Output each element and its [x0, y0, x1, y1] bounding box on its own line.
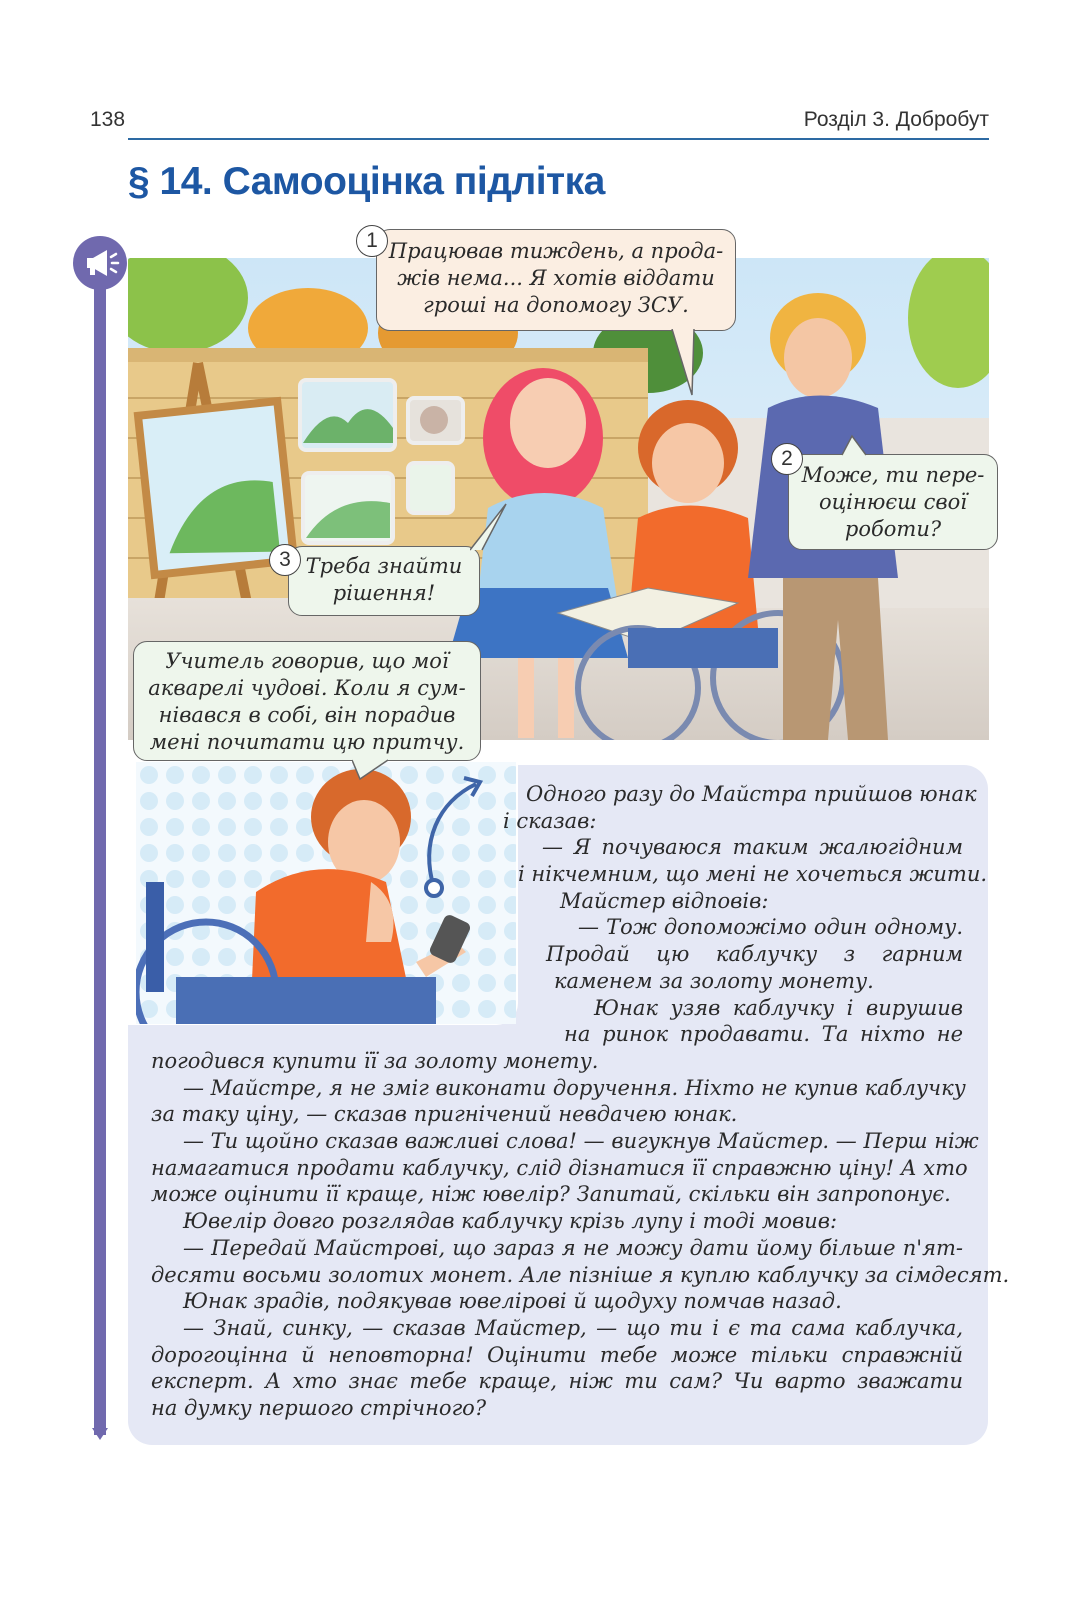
bubble-number-3: 3 — [269, 544, 301, 576]
header-rule — [128, 138, 989, 140]
bubble-line: жів нема... Я хотів віддати — [397, 266, 715, 290]
bubble-tail-3 — [470, 502, 510, 552]
parable-line: і сказав: — [503, 808, 597, 833]
bubble-line: нівався в собі, він порадив — [158, 703, 456, 727]
parable-line: — Тож допоможімо один одному. — [578, 915, 963, 940]
parable-line: — Ти щойно сказав важливі слова! — вигукнув Майстер. — Перш ніж — [183, 1129, 979, 1154]
speech-bubble-2 — [788, 454, 998, 550]
parable-text-top — [500, 781, 988, 1048]
parable-line: Юнак зрадів, подякував ювелірові й щодуху помчав назад. — [183, 1289, 842, 1314]
bubble-line: роботи? — [844, 517, 942, 541]
parable-line: Юнак узяв каблучку і вирушив — [594, 995, 963, 1020]
parable-line: Майстер відповів: — [560, 888, 769, 913]
side-marker-arrow — [92, 1428, 108, 1440]
parable-line: — Передай Майстрові, що зараз я не можу дати йому більше п'ят- — [183, 1235, 963, 1260]
bubble-line: Працював тиждень, а прода- — [388, 239, 724, 263]
parable-line: — Знай, синку, — сказав Майстер, — що ти і є та сама каблучка, — [183, 1315, 963, 1340]
page-title: § 14. Самооцінка підлітка — [128, 160, 605, 203]
megaphone-badge — [73, 236, 127, 290]
parable-line: може оцінити її краще, ніж ювелір? Запитай, скільки він запропонує. — [151, 1182, 951, 1207]
bubble-line: Учитель говорив, що мої — [165, 649, 449, 673]
side-marker-bar — [94, 285, 106, 1435]
bubble-line: Може, ти пере- — [801, 463, 985, 487]
parable-line: каменем за золоту монету. — [554, 968, 874, 993]
parable-line: і нікчемним, що мені не хочеться жити. — [518, 862, 988, 887]
parable-line: дорогоцінна й неповторна! Оцінити тебе може тільки справжній — [151, 1342, 963, 1367]
bubble-line: оцінюєш свої — [818, 490, 967, 514]
speech-bubble-3 — [288, 546, 480, 616]
curved-arrow-icon — [418, 772, 488, 902]
parable-line: погодився купити її за золоту монету. — [151, 1049, 599, 1073]
parable-line: — Я почуваюся таким жалюгідним — [542, 835, 963, 860]
bubble-number-1: 1 — [356, 225, 388, 257]
speech-bubble-1 — [376, 229, 736, 331]
bubble-tail-4 — [352, 759, 392, 781]
parable-line: експерт. А хто знає тебе краще, ніж ти сам? Чи варто зважати — [151, 1369, 963, 1394]
megaphone-icon — [73, 236, 127, 290]
bubble-tail-1 — [670, 329, 700, 399]
parable-line: намагатися продати каблучку, слід дізнатися її справжню ціну! А хто — [151, 1155, 968, 1180]
bubble-line: гроші на допомогу ЗСУ. — [423, 293, 689, 317]
parable-text-bottom — [151, 1048, 1010, 1422]
section-name: Розділ 3. Добробут — [803, 108, 989, 131]
parable-line: за таку ціну, — сказав пригнічений невдачею юнак. — [151, 1102, 738, 1127]
parable-line: Одного разу до Майстра прийшов юнак — [526, 782, 977, 806]
parable-line: — Майстре, я не зміг виконати доручення. Ніхто не купив каблучку — [183, 1075, 966, 1100]
parable-line: на думку першого стрічного? — [151, 1395, 487, 1420]
bubble-tail-2 — [840, 434, 870, 456]
bubble-line: акварелі чудові. Коли я сум- — [148, 676, 466, 700]
bubble-number-2: 2 — [771, 443, 803, 475]
bubble-line: Треба знайти — [305, 554, 463, 578]
bubble-line: мені почитати цю притчу. — [149, 730, 465, 754]
bubble-line: рішення! — [332, 581, 436, 605]
parable-line: десяти восьми золотих монет. Але пізніше я куплю каблучку за сімдесят. — [151, 1262, 1010, 1287]
page-number: 138 — [90, 108, 126, 131]
speech-bubble-4 — [133, 641, 481, 761]
parable-line: Ювелір довго розглядав каблучку крізь лупу і тоді мовив: — [183, 1209, 838, 1234]
parable-line: на ринок продавати. Та ніхто не — [564, 1022, 963, 1047]
parable-line: Продай цю каблучку з гарним — [546, 942, 963, 967]
